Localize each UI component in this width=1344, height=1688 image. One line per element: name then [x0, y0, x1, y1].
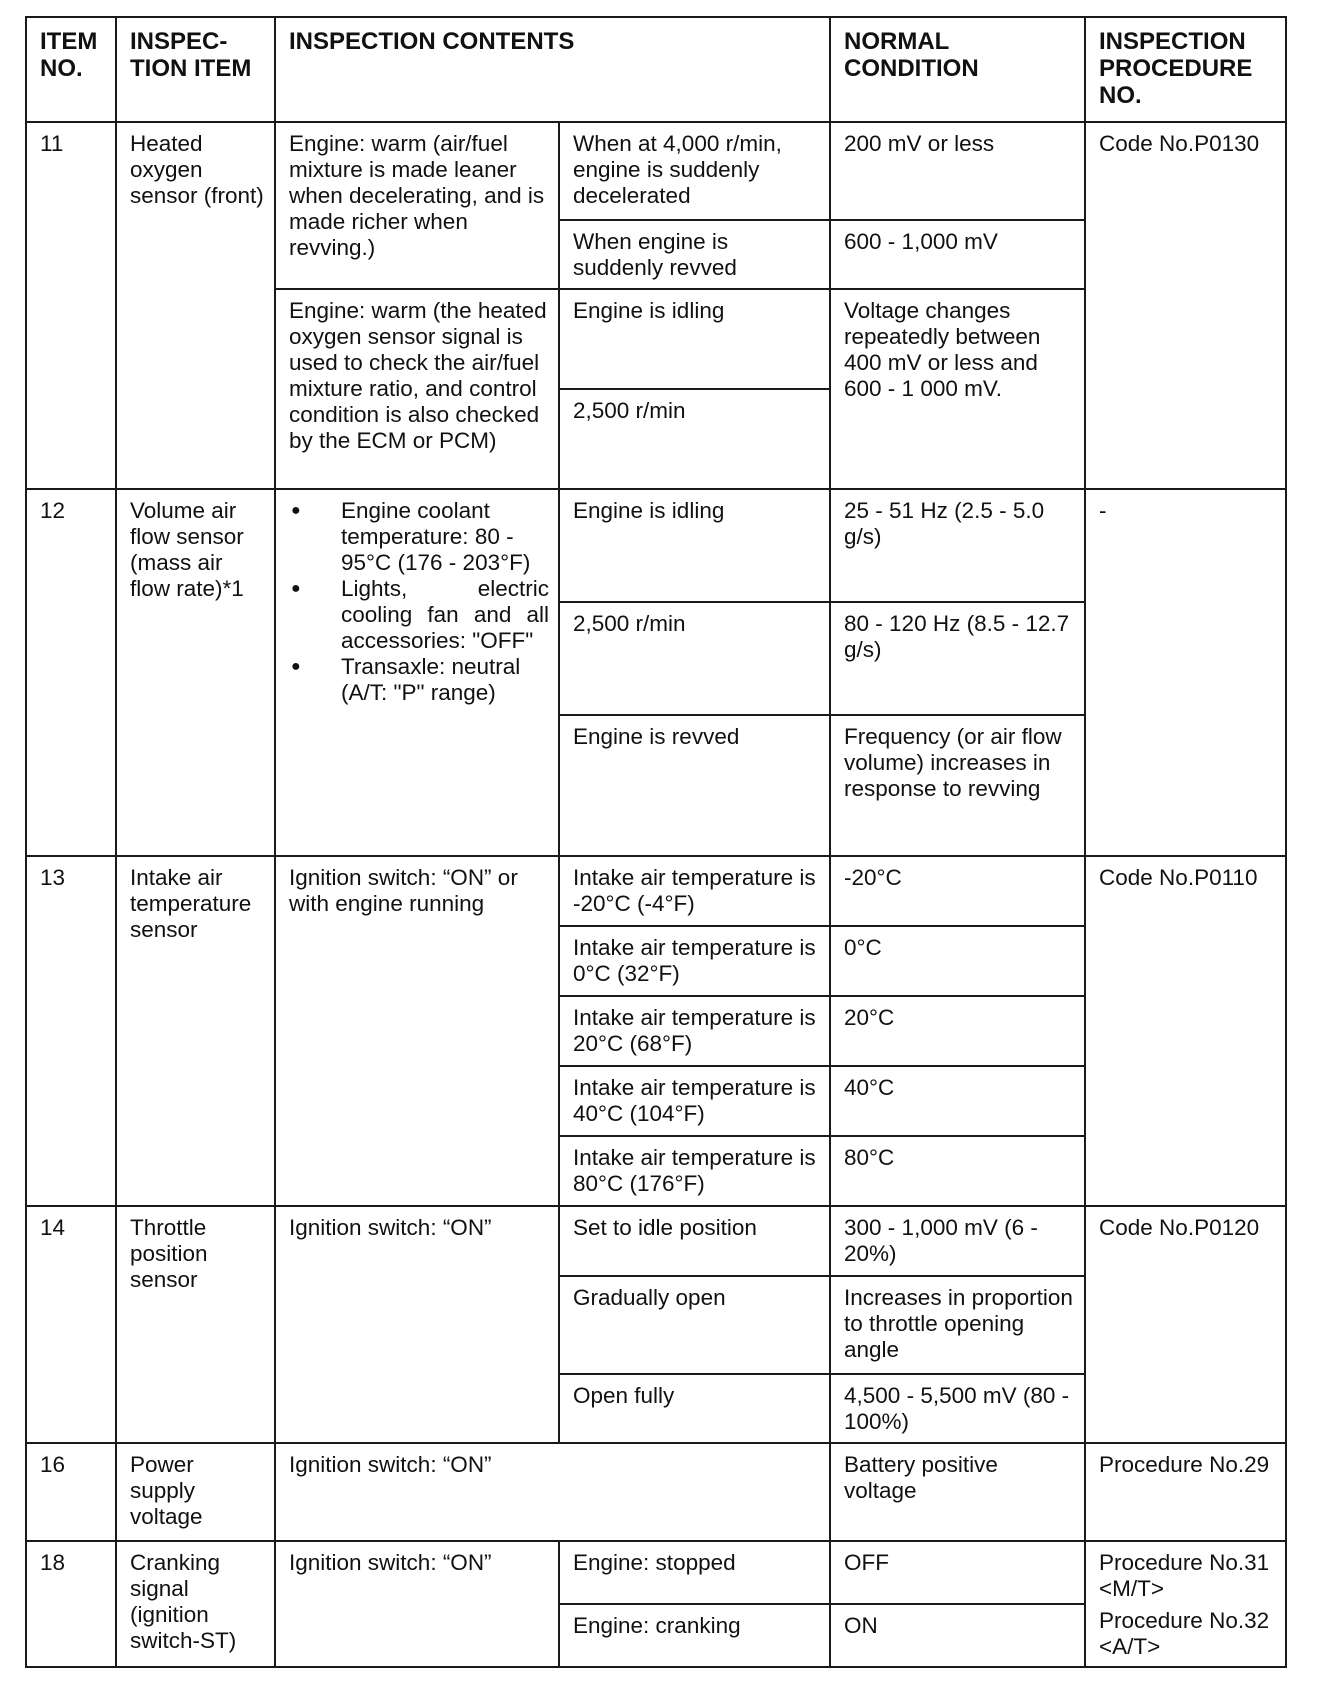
- header-inspection-contents: INSPECTION CONTENTS: [275, 17, 830, 122]
- normal-value: Voltage changes repeatedly between 400 mV or less and 600 - 1 000 mV.: [830, 289, 1085, 489]
- table-row: [26, 856, 1286, 926]
- check-condition: Intake air temperature is 20°C (68°F): [559, 996, 830, 1066]
- test-condition: Engine: warm (air/fuel mixture is made leaner when decelerating, and is made richer when revving.): [275, 122, 559, 289]
- procedure-no: Code No.P0110: [1085, 856, 1286, 1206]
- list-item: ● Transaxle: neutral (A/T: "P" range): [289, 654, 549, 706]
- normal-value: 0°C: [830, 926, 1085, 996]
- table-row: [26, 122, 1286, 220]
- item-no: 16: [26, 1443, 116, 1541]
- normal-value: 80°C: [830, 1136, 1085, 1206]
- item-name: Intake air temperature sensor: [116, 856, 275, 1206]
- normal-value: Battery positive voltage: [830, 1443, 1085, 1541]
- header-item-no: ITEM NO.: [26, 17, 116, 122]
- check-condition: When at 4,000 r/min, engine is suddenly decelerated: [559, 122, 830, 220]
- procedure-at: Procedure No.32 <A/T>: [1099, 1608, 1270, 1659]
- check-condition: Intake air temperature is 80°C (176°F): [559, 1136, 830, 1206]
- header-normal-condition: NORMAL CONDITION: [830, 17, 1085, 122]
- check-condition: 2,500 r/min: [559, 389, 830, 489]
- header-inspection-item: INSPEC- TION ITEM: [116, 17, 275, 122]
- check-condition: Intake air temperature is 0°C (32°F): [559, 926, 830, 996]
- normal-value: 300 - 1,000 mV (6 - 20%): [830, 1206, 1085, 1276]
- table-row: [26, 489, 1286, 602]
- test-condition: [275, 489, 559, 856]
- item-no: 11: [26, 122, 116, 489]
- check-condition: Engine is idling: [559, 489, 830, 602]
- test-condition: Ignition switch: “ON”: [275, 1206, 559, 1443]
- check-condition: Engine: stopped: [559, 1541, 830, 1604]
- normal-value: Increases in proportion to throttle opening angle: [830, 1276, 1085, 1374]
- check-condition: Set to idle position: [559, 1206, 830, 1276]
- normal-value: 25 - 51 Hz (2.5 - 5.0 g/s): [830, 489, 1085, 602]
- normal-value: 4,500 - 5,500 mV (80 - 100%): [830, 1374, 1085, 1443]
- normal-value: 80 - 120 Hz (8.5 - 12.7 g/s): [830, 602, 1085, 715]
- normal-value: OFF: [830, 1541, 1085, 1604]
- procedure-no: -: [1085, 489, 1286, 856]
- test-condition: Ignition switch: “ON” or with engine running: [275, 856, 559, 1206]
- check-condition: Gradually open: [559, 1276, 830, 1374]
- item-no: 12: [26, 489, 116, 856]
- check-condition: Intake air temperature is -20°C (-4°F): [559, 856, 830, 926]
- condition-list: [289, 498, 549, 706]
- procedure-no: [1085, 1541, 1286, 1667]
- test-condition: Engine: warm (the heated oxygen sensor signal is used to check the air/fuel mixture ratio, and control condition is also checked by the ECM or PCM): [275, 289, 559, 489]
- check-condition: Open fully: [559, 1374, 830, 1443]
- list-item: ● Engine coolant temperature: 80 - 95°C (176 - 203°F): [289, 498, 549, 576]
- check-condition: Engine: cranking: [559, 1604, 830, 1667]
- normal-value: Frequency (or air flow volume) increases in response to revving: [830, 715, 1085, 856]
- normal-value: 600 - 1,000 mV: [830, 220, 1085, 289]
- procedure-mt: Procedure No.31 <M/T>: [1099, 1550, 1270, 1601]
- header-procedure-no: INSPECTION PROCEDURE NO.: [1085, 17, 1286, 122]
- test-condition: Ignition switch: “ON”: [275, 1443, 830, 1541]
- table-row: [26, 1206, 1286, 1276]
- procedure-no: Code No.P0130: [1085, 122, 1286, 489]
- header-row: [26, 17, 1286, 122]
- procedure-no: Procedure No.29: [1085, 1443, 1286, 1541]
- normal-value: 20°C: [830, 996, 1085, 1066]
- test-condition: Ignition switch: “ON”: [275, 1541, 559, 1667]
- check-condition: Intake air temperature is 40°C (104°F): [559, 1066, 830, 1136]
- item-name: Power supply voltage: [116, 1443, 275, 1541]
- normal-value: 200 mV or less: [830, 122, 1085, 220]
- item-name: Throttle position sensor: [116, 1206, 275, 1443]
- normal-value: -20°C: [830, 856, 1085, 926]
- check-condition: Engine is revved: [559, 715, 830, 856]
- item-name: Cranking signal (ignition switch-ST): [116, 1541, 275, 1667]
- check-condition: 2,500 r/min: [559, 602, 830, 715]
- item-no: 18: [26, 1541, 116, 1667]
- list-item: ● Lights, electric cooling fan and all accessories: "OFF": [289, 576, 549, 654]
- table-row: [26, 1541, 1286, 1604]
- table-row: [26, 1443, 1286, 1541]
- normal-value: ON: [830, 1604, 1085, 1667]
- inspection-table: [25, 16, 1287, 1668]
- check-condition: When engine is suddenly revved: [559, 220, 830, 289]
- procedure-no: Code No.P0120: [1085, 1206, 1286, 1443]
- item-no: 14: [26, 1206, 116, 1443]
- item-name: Volume air flow sensor (mass air flow rate)*1: [116, 489, 275, 856]
- item-name: Heated oxygen sensor (front): [116, 122, 275, 489]
- normal-value: 40°C: [830, 1066, 1085, 1136]
- item-no: 13: [26, 856, 116, 1206]
- check-condition: Engine is idling: [559, 289, 830, 389]
